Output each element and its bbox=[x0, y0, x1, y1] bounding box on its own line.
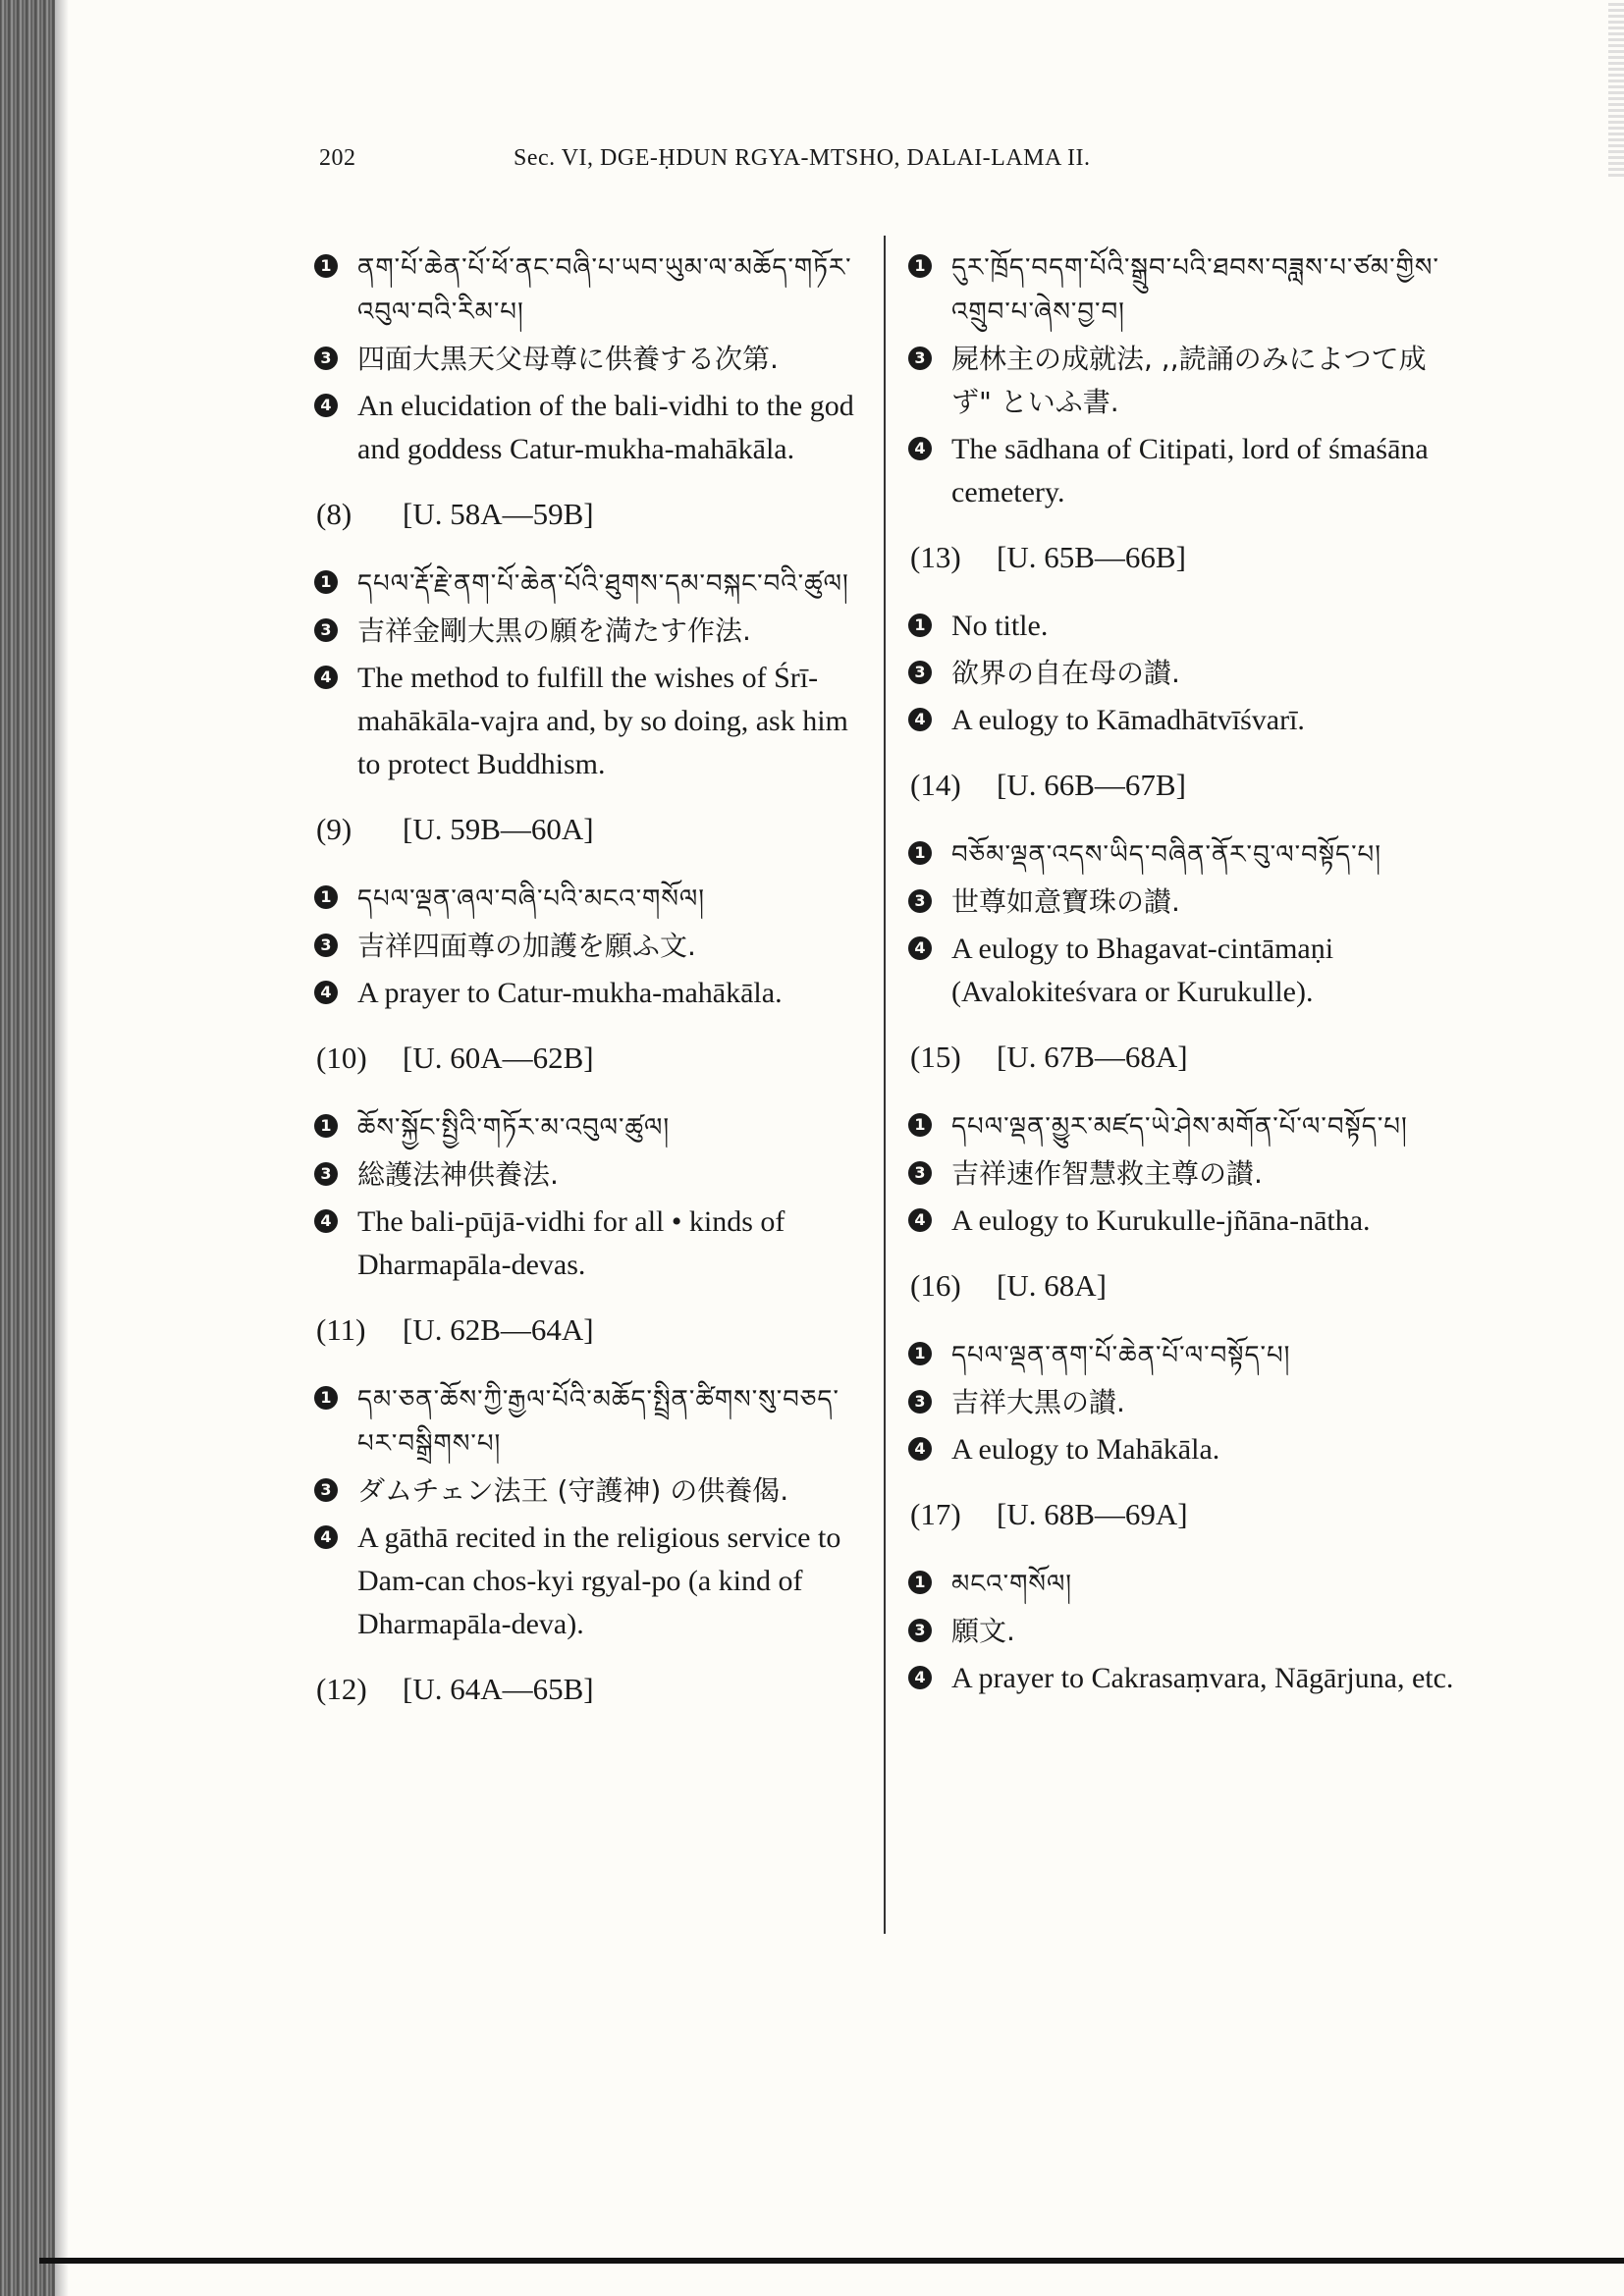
entry-number: (16) bbox=[910, 1268, 961, 1303]
circled-number-marker: 3 bbox=[908, 661, 932, 684]
entry-heading bbox=[316, 1312, 864, 1348]
circled-number-marker: 3 bbox=[314, 1162, 338, 1186]
japanese-title: 四面大黒天父母尊に供養する次第. bbox=[357, 343, 779, 375]
entry-number: (14) bbox=[910, 768, 961, 802]
entry-folio-ref: [U. 60A—62B] bbox=[403, 1041, 594, 1075]
entry-line-en bbox=[314, 972, 864, 1015]
entry-line-jp bbox=[314, 338, 864, 381]
english-description: A eulogy to Kurukulle-jñāna-nātha. bbox=[951, 1204, 1371, 1237]
english-description: An elucidation of the bali-vidhi to the god and goddess Catur-mukha-mahākāla. bbox=[357, 390, 854, 465]
circled-number-marker: 4 bbox=[314, 666, 338, 689]
entry-line-tib bbox=[908, 832, 1458, 877]
entry-line-en bbox=[908, 428, 1458, 514]
entry-line-en bbox=[908, 1657, 1458, 1700]
entry-number: (10) bbox=[316, 1041, 367, 1075]
entry-line-jp bbox=[908, 1152, 1458, 1196]
entry-heading bbox=[910, 1497, 1458, 1532]
entry-folio-ref: [U. 62B—64A] bbox=[403, 1312, 594, 1347]
english-description: A prayer to Catur-mukha-mahākāla. bbox=[357, 977, 783, 1009]
english-description: The bali-pūjā-vidhi for all • kinds of Dharmapāla-devas. bbox=[357, 1205, 785, 1281]
tibetan-title: དམ་ཅན་ཆོས་ཀྱི་རྒྱལ་པོའི་མཆོད་སྤྲིན་ཚིགས་སུ་བཅད་པར་བསྒྲིགས་པ། bbox=[357, 1385, 839, 1459]
entry-folio-ref: [U. 68A] bbox=[997, 1268, 1107, 1303]
entry-number: (17) bbox=[910, 1497, 961, 1531]
english-description: A gāthā recited in the religious service to Dam-can chos-kyi rgyal-po (a kind of Dharmapāla-deva). bbox=[357, 1522, 841, 1640]
circled-number-marker: 4 bbox=[908, 708, 932, 731]
tibetan-title: དཔལ་ལྡན་ནག་པོ་ཆེན་པོ་ལ་བསྟོད་པ། bbox=[951, 1341, 1291, 1370]
circled-number-marker: 3 bbox=[314, 618, 338, 642]
entry-line-en bbox=[314, 657, 864, 786]
entry-line-jp bbox=[314, 1153, 864, 1197]
entry-line-tib bbox=[908, 1333, 1458, 1377]
japanese-title: 吉祥金剛大黒の願を満たす作法. bbox=[357, 614, 751, 647]
entry-number: (12) bbox=[316, 1672, 367, 1706]
catalog-entry bbox=[314, 1041, 864, 1287]
entry-line-en bbox=[908, 1428, 1458, 1471]
entry-line-jp bbox=[908, 652, 1458, 695]
tibetan-title: ནག་པོ་ཆེན་པོ་ཕོ་ནང་བཞི་པ་ཡབ་ཡུམ་ལ་མཆོད་གཏོར་འབུལ་བའི་རིམ་པ། bbox=[357, 253, 852, 327]
japanese-title: 願文. bbox=[951, 1615, 1015, 1647]
japanese-title: 世尊如意寶珠の讃. bbox=[951, 885, 1180, 918]
catalog-entry bbox=[314, 1312, 864, 1646]
entry-folio-ref: [U. 67B—68A] bbox=[997, 1040, 1188, 1074]
entry-heading bbox=[316, 1672, 864, 1707]
circled-number-marker: 1 bbox=[314, 254, 338, 278]
entry-line-en bbox=[314, 385, 864, 471]
circled-number-marker: 4 bbox=[908, 437, 932, 460]
bottom-rule bbox=[39, 2258, 1624, 2264]
catalog-entry bbox=[314, 497, 864, 786]
entry-line-en bbox=[908, 1200, 1458, 1243]
tibetan-title: དཔལ་ལྡན་མྱུར་མཛད་ཡེ་ཤེས་མགོན་པོ་ལ་བསྟོད་པ། bbox=[951, 1112, 1408, 1142]
entry-line-tib bbox=[908, 1562, 1458, 1606]
circled-number-marker: 1 bbox=[314, 1114, 338, 1138]
entry-number: (15) bbox=[910, 1040, 961, 1074]
circled-number-marker: 3 bbox=[314, 1478, 338, 1502]
entry-line-en bbox=[314, 1517, 864, 1646]
entry-line-jp bbox=[314, 610, 864, 653]
japanese-title: 欲界の自在母の讃. bbox=[951, 657, 1180, 689]
japanese-title: 吉祥四面尊の加護を願ふ文. bbox=[357, 930, 696, 962]
catalog-entry bbox=[908, 1268, 1458, 1471]
circled-number-marker: 3 bbox=[314, 347, 338, 370]
running-title: Sec. VI, DGE-ḤDUN RGYA-MTSHO, DALAI-LAMA II. bbox=[514, 145, 1091, 171]
entry-folio-ref: [U. 68B—69A] bbox=[997, 1497, 1188, 1531]
english-description: A eulogy to Mahākāla. bbox=[951, 1433, 1220, 1466]
entry-line-tib bbox=[908, 245, 1458, 334]
circled-number-marker: 4 bbox=[314, 981, 338, 1004]
entry-number: (8) bbox=[316, 497, 352, 531]
tibetan-title: དཔལ་རྡོ་རྗེ་ནག་པོ་ཆེན་པོའི་ཐུགས་དམ་བསྐང་བའི་ཚུལ། bbox=[357, 569, 849, 599]
circled-number-marker: 1 bbox=[908, 841, 932, 865]
english-description: A eulogy to Kāmadhātvīśvarī. bbox=[951, 704, 1305, 736]
catalog-entry bbox=[314, 245, 864, 471]
circled-number-marker: 3 bbox=[908, 347, 932, 370]
circled-number-marker: 1 bbox=[908, 1113, 932, 1137]
entry-line-tib bbox=[908, 1104, 1458, 1148]
entry-number: (11) bbox=[316, 1312, 366, 1347]
entry-line-en bbox=[908, 928, 1458, 1014]
circled-number-marker: 4 bbox=[908, 1208, 932, 1232]
column-divider bbox=[884, 236, 886, 1934]
entry-heading bbox=[910, 1040, 1458, 1075]
english-description: A eulogy to Bhagavat-cintāmaṇi (Avalokiteśvara or Kurukulle). bbox=[951, 933, 1334, 1008]
tibetan-title: དཔལ་ལྡན་ཞལ་བཞི་པའི་མངའ་གསོལ། bbox=[357, 884, 706, 914]
entry-line-jp bbox=[314, 925, 864, 968]
japanese-title: ダムチェン法王 (守護神) の供養偈. bbox=[357, 1474, 789, 1507]
left-column bbox=[314, 245, 864, 1736]
entry-line-tib bbox=[314, 1377, 864, 1466]
entry-number: (13) bbox=[910, 540, 961, 574]
entry-folio-ref: [U. 59B—60A] bbox=[403, 812, 594, 846]
circled-number-marker: 3 bbox=[908, 1161, 932, 1185]
entry-line-tib bbox=[314, 877, 864, 921]
catalog-entry bbox=[314, 812, 864, 1015]
catalog-entry bbox=[908, 768, 1458, 1014]
circled-number-marker: 3 bbox=[908, 889, 932, 913]
circled-number-marker: 4 bbox=[908, 1666, 932, 1689]
entry-heading bbox=[316, 812, 864, 847]
circled-number-marker: 1 bbox=[908, 1571, 932, 1594]
catalog-entry bbox=[908, 1497, 1458, 1700]
circled-number-marker: 1 bbox=[908, 254, 932, 278]
circled-number-marker: 3 bbox=[908, 1390, 932, 1414]
catalog-entry bbox=[314, 1672, 864, 1707]
circled-number-marker: 1 bbox=[314, 885, 338, 909]
entry-heading bbox=[910, 540, 1458, 575]
tibetan-title: མངའ་གསོལ། bbox=[951, 1570, 1073, 1599]
catalog-entry bbox=[908, 1040, 1458, 1243]
right-column bbox=[908, 245, 1458, 1718]
catalog-entry bbox=[908, 245, 1458, 514]
circled-number-marker: 4 bbox=[908, 936, 932, 960]
circled-number-marker: 4 bbox=[314, 394, 338, 417]
circled-number-marker: 4 bbox=[908, 1437, 932, 1461]
entry-line-jp bbox=[908, 1381, 1458, 1424]
entry-folio-ref: [U. 66B—67B] bbox=[997, 768, 1186, 802]
catalog-entry bbox=[908, 540, 1458, 742]
entry-line-jp bbox=[908, 1610, 1458, 1653]
english-description: The method to fulfill the wishes of Śrī-mahākāla-vajra and, by so doing, ask him to protect Buddhism. bbox=[357, 662, 848, 780]
entry-heading bbox=[910, 768, 1458, 803]
english-description: The sādhana of Citipati, lord of śmaśāna cemetery. bbox=[951, 433, 1429, 508]
japanese-title: 吉祥大黒の讃. bbox=[951, 1386, 1125, 1418]
entry-line-jp bbox=[908, 881, 1458, 924]
circled-number-marker: 3 bbox=[908, 1619, 932, 1642]
entry-line-en bbox=[908, 699, 1458, 742]
entry-number: (9) bbox=[316, 812, 352, 846]
circled-number-marker: 1 bbox=[314, 1386, 338, 1410]
circled-number-marker: 4 bbox=[314, 1209, 338, 1233]
entry-line-tib bbox=[314, 561, 864, 606]
page-number: 202 bbox=[319, 145, 356, 171]
japanese-title: 吉祥速作智慧救主尊の讃. bbox=[951, 1157, 1263, 1190]
tibetan-title: བཅོམ་ལྡན་འདས་ཡིད་བཞིན་ནོར་བུ་ལ་བསྟོད་པ། bbox=[951, 840, 1381, 870]
page-edge-mark bbox=[1608, 0, 1624, 177]
entry-heading bbox=[316, 1041, 864, 1076]
japanese-title: 屍林主の成就法, ,,読誦のみによつて成ず" といふ書. bbox=[951, 343, 1427, 418]
entry-line-tib bbox=[314, 245, 864, 334]
circled-number-marker: 3 bbox=[314, 934, 338, 957]
entry-heading bbox=[316, 497, 864, 532]
entry-line-en bbox=[908, 605, 1458, 648]
circled-number-marker: 1 bbox=[314, 570, 338, 594]
circled-number-marker: 1 bbox=[908, 1342, 932, 1365]
entry-folio-ref: [U. 64A—65B] bbox=[403, 1672, 594, 1706]
circled-number-marker: 4 bbox=[314, 1525, 338, 1549]
entry-heading bbox=[910, 1268, 1458, 1304]
entry-folio-ref: [U. 65B—66B] bbox=[997, 540, 1186, 574]
entry-line-jp bbox=[314, 1469, 864, 1513]
japanese-title: 総護法神供養法. bbox=[357, 1158, 559, 1191]
tibetan-title: དུར་ཁྲོད་བདག་པོའི་སྒྲུབ་པའི་ཐབས་བཟླས་པ་ཙམ་གྱིས་འགྲུབ་པ་ཞེས་བྱ་བ། bbox=[951, 253, 1439, 327]
circled-number-marker: 1 bbox=[908, 614, 932, 637]
entry-line-jp bbox=[908, 338, 1458, 424]
english-description: No title. bbox=[951, 610, 1049, 642]
entry-folio-ref: [U. 58A—59B] bbox=[403, 497, 594, 531]
entry-line-tib bbox=[314, 1105, 864, 1149]
tibetan-title: ཆོས་སྐྱོང་སྤྱིའི་གཏོར་མ་འབུལ་ཚུལ། bbox=[357, 1113, 671, 1143]
entry-line-en bbox=[314, 1201, 864, 1287]
english-description: A prayer to Cakrasaṃvara, Nāgārjuna, etc. bbox=[951, 1662, 1454, 1694]
binding-shadow bbox=[55, 0, 69, 2296]
book-binding-edge bbox=[0, 0, 55, 2296]
